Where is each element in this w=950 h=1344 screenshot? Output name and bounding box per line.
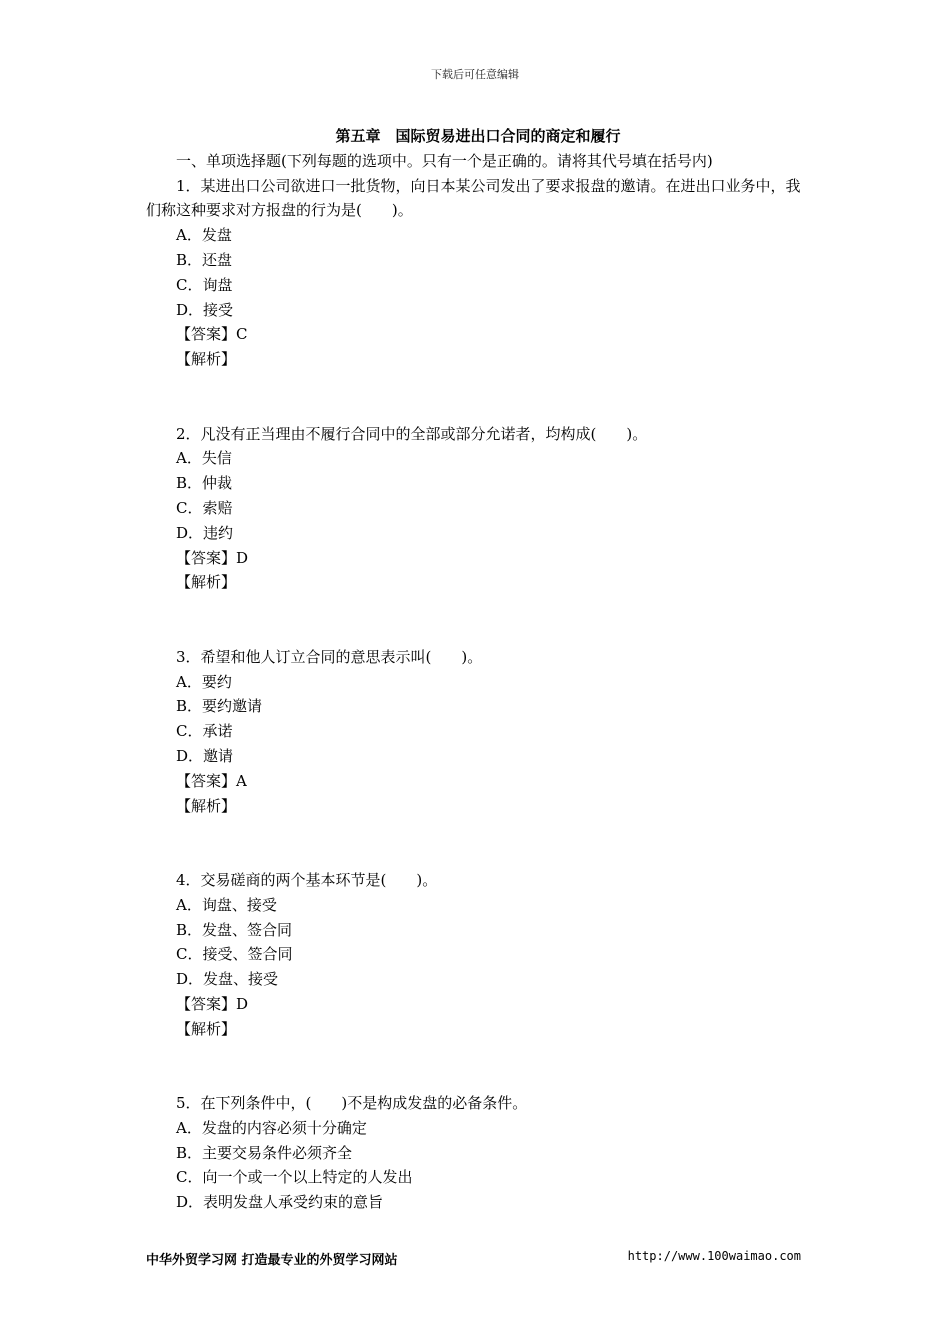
option-c: C．向一个或一个以上特定的人发出: [176, 1168, 413, 1187]
section-heading: 一、单项选择题(下列每题的选项中。只有一个是正确的。请将其代号填在括号内): [176, 151, 713, 170]
header-note: 下载后可任意编辑: [431, 68, 519, 81]
option-c: C．承诺: [176, 722, 233, 741]
answer-line: 【答案】C: [176, 325, 248, 344]
analysis-line: 【解析】: [176, 573, 237, 592]
question-5: [146, 1091, 810, 1215]
question-stem: 1．某进出口公司欲进口一批货物，向日本某公司发出了要求报盘的邀请。在进出口业务中，我们称这种要求对方报盘的行为是( )。: [146, 176, 801, 220]
option-a: A．要约: [176, 672, 232, 691]
option-b: B．仲裁: [176, 474, 233, 493]
option-a: A．询盘、接受: [176, 895, 277, 914]
footer-site-slogan: 中华外贸学习网 打造最专业的外贸学习网站: [146, 1253, 398, 1268]
option-b: B．主要交易条件必须齐全: [176, 1143, 353, 1162]
question-4: [146, 868, 810, 1042]
chapter-title: 第五章 国际贸易进出口合同的商定和履行: [335, 127, 621, 145]
option-d: D．发盘、接受: [176, 970, 279, 989]
answer-line: 【答案】D: [176, 994, 249, 1013]
option-d: D．违约: [176, 523, 234, 542]
option-b: B．要约邀请: [176, 697, 263, 716]
option-c: C．询盘: [176, 275, 233, 294]
option-a: A．发盘: [176, 226, 232, 245]
option-c: C．接受、签合同: [176, 945, 293, 964]
option-d: D．表明发盘人承受约束的意旨: [176, 1193, 384, 1212]
option-d: D．接受: [176, 300, 234, 319]
answer-line: 【答案】D: [176, 548, 249, 567]
footer-url: http://www.100waimao.com: [627, 1249, 801, 1263]
analysis-line: 【解析】: [176, 796, 237, 815]
analysis-line: 【解析】: [176, 1019, 237, 1038]
question-stem: 5．在下列条件中，( )不是构成发盘的必备条件。: [176, 1094, 528, 1113]
question-2: [146, 422, 810, 596]
answer-line: 【答案】A: [176, 771, 247, 790]
question-stem: 2．凡没有正当理由不履行合同中的全部或部分允诺者，均构成( )。: [176, 424, 648, 443]
option-d: D．邀请: [176, 746, 234, 765]
question-stem: 4．交易磋商的两个基本环节是( )。: [176, 870, 438, 889]
option-c: C．索赔: [176, 498, 233, 517]
option-b: B．还盘: [176, 250, 233, 269]
option-a: A．发盘的内容必须十分确定: [176, 1118, 367, 1137]
option-b: B．发盘、签合同: [176, 920, 293, 939]
question-stem: 3．希望和他人订立合同的意思表示叫( )。: [176, 647, 483, 666]
question-1: [146, 174, 810, 372]
document-body: [146, 124, 810, 1215]
question-3: [146, 645, 810, 819]
option-a: A．失信: [176, 449, 232, 468]
analysis-line: 【解析】: [176, 350, 237, 369]
